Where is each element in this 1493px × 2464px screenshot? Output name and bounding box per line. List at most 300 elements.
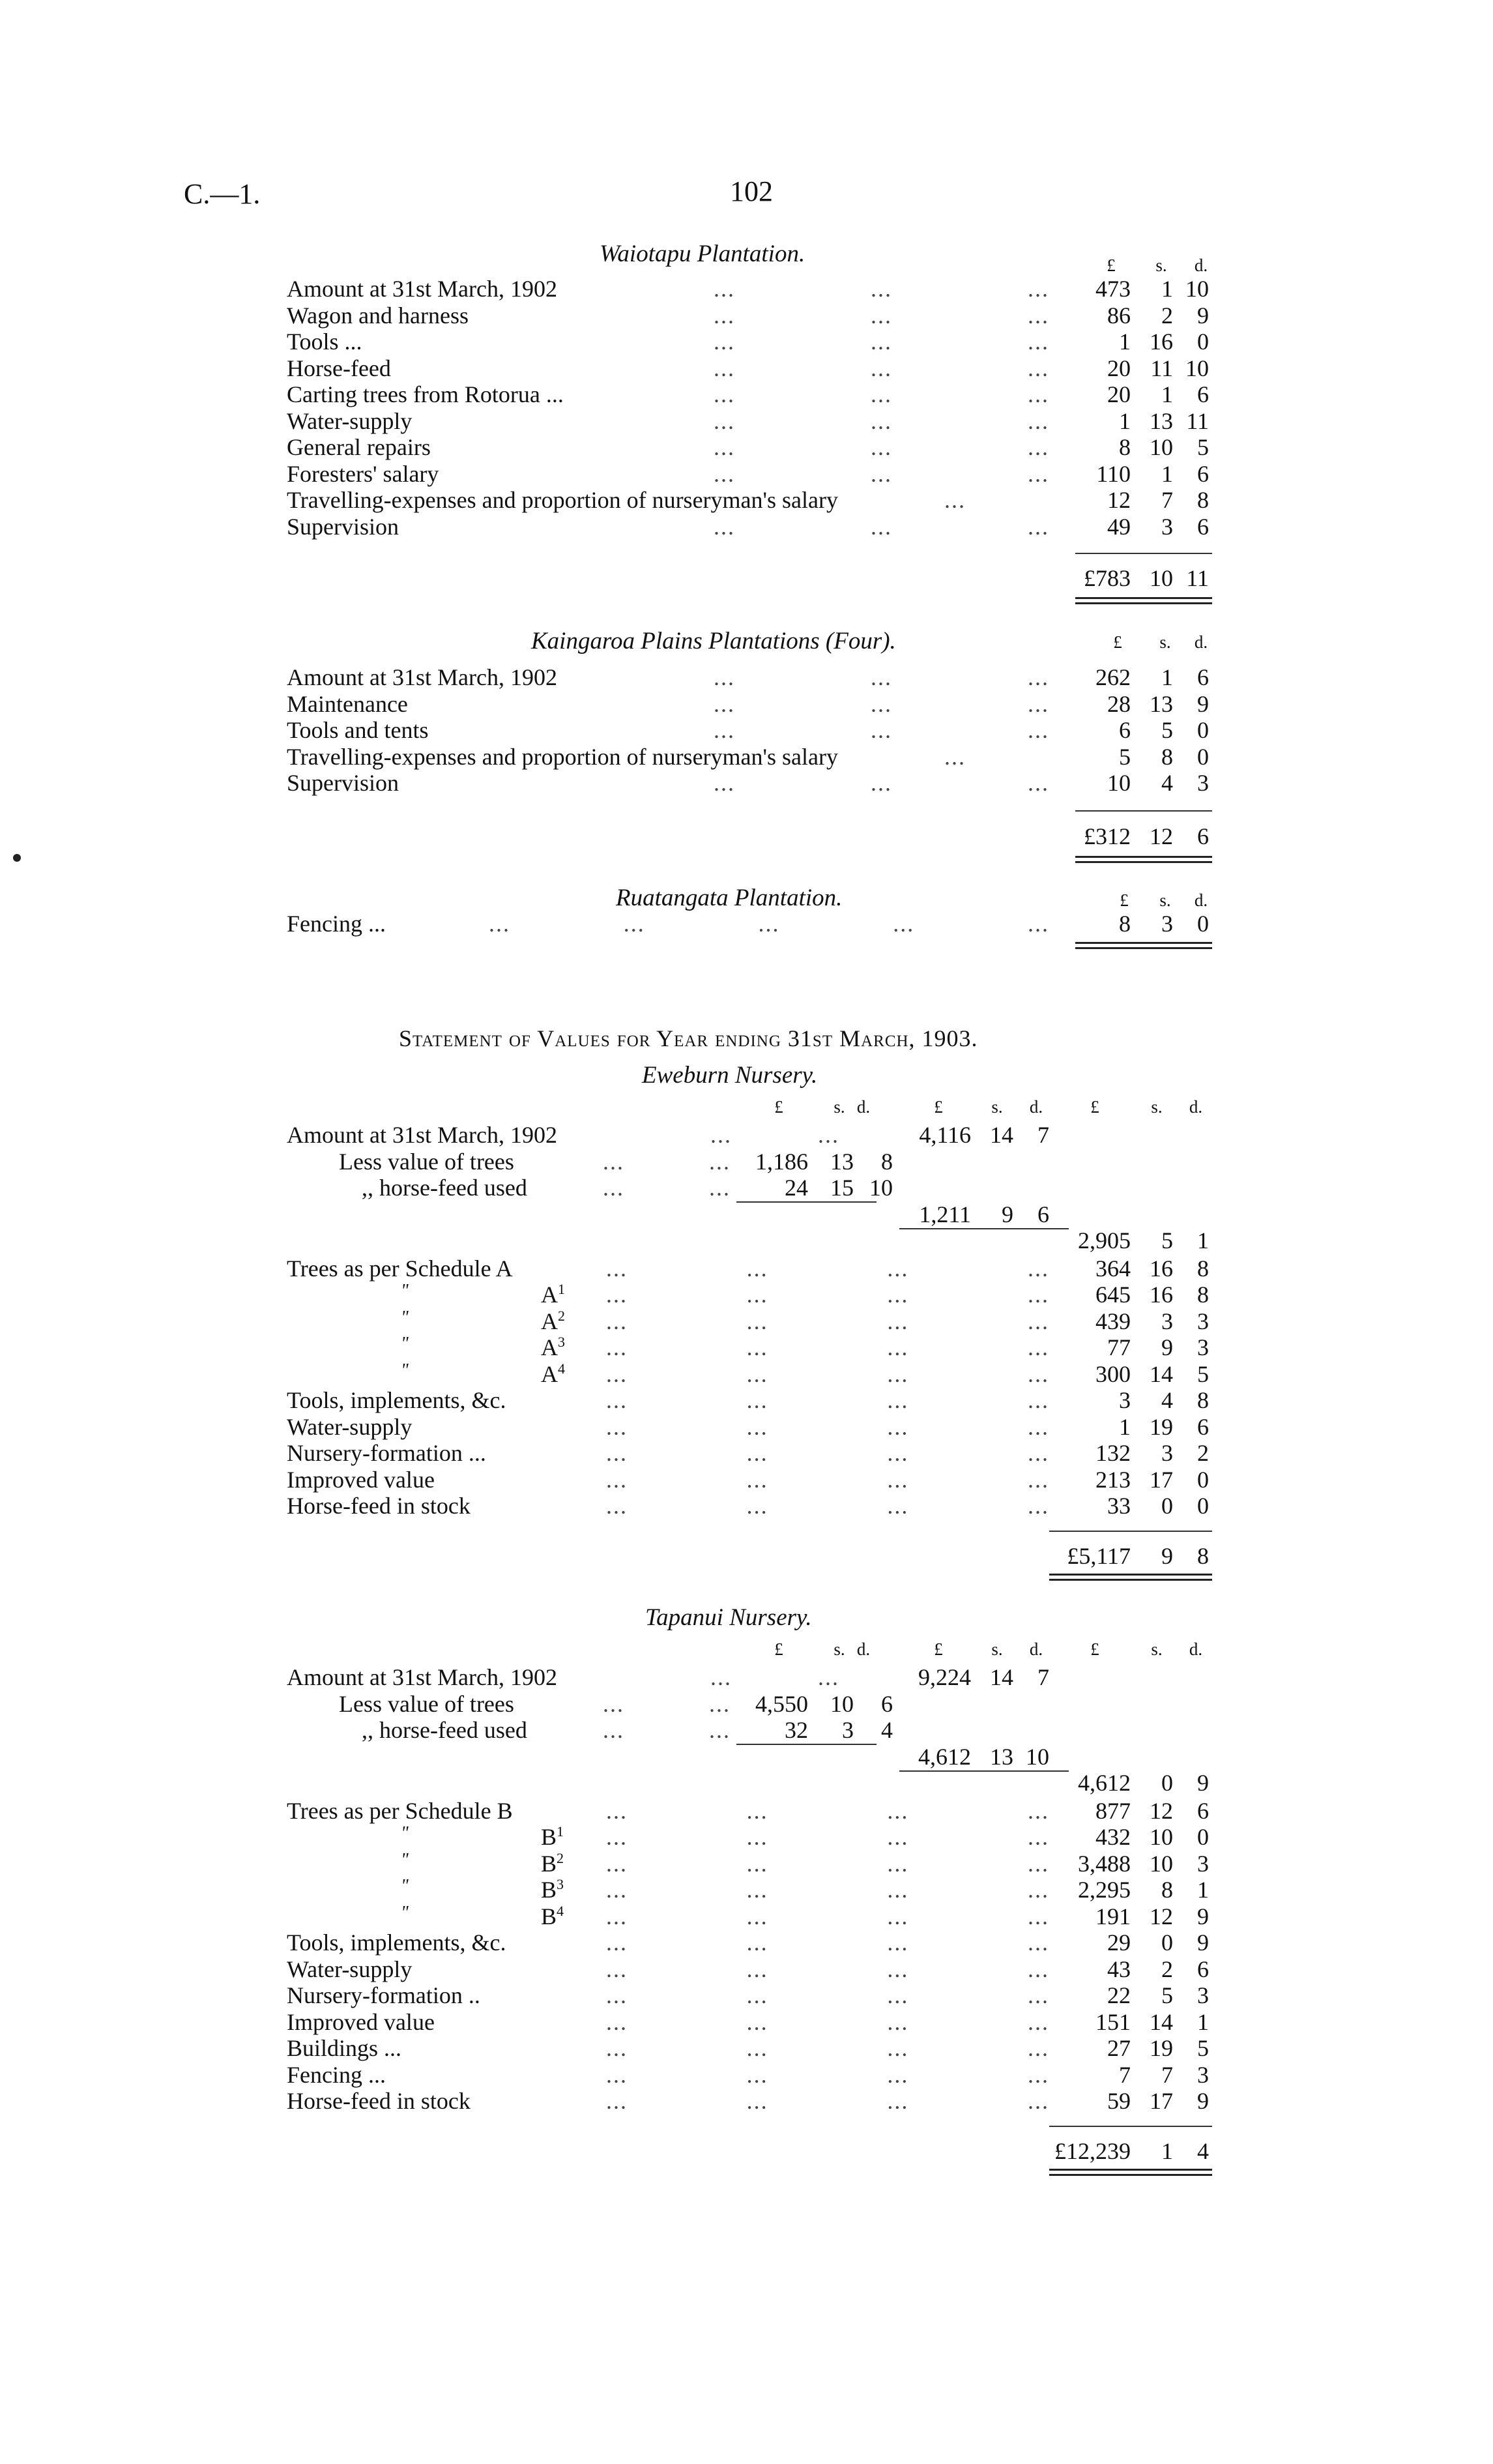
ledger-row-shillings: 5 (1161, 1982, 1173, 2008)
amount-value-shillings: 14 (990, 1122, 1013, 1148)
nursery-total-pounds: £5,117 (1067, 1542, 1131, 1569)
ledger-row-pounds: 6 (1119, 717, 1131, 743)
leader-dots: ... ... ... ... (606, 1903, 1049, 1929)
subtotal-rule (1049, 1531, 1212, 1532)
ledger-row-pounds: 473 (1095, 276, 1131, 302)
section-total-shillings: 10 (1150, 565, 1173, 591)
ledger-row-pence: 6 (1197, 664, 1209, 690)
leader-dots: ... ... ... ... (606, 1929, 1049, 1956)
ledger-row-pence: 10 (1185, 276, 1209, 302)
ledger-row-pence: 8 (1197, 1387, 1209, 1413)
ledger-row-shillings: 5 (1161, 717, 1173, 743)
less-feed-value-pence: 4 (881, 1717, 893, 1743)
leader-dots: ... ... ... ... (606, 2088, 1049, 2114)
leader-dots: ... (818, 1122, 839, 1148)
ledger-row-pence: 6 (1197, 460, 1209, 487)
ledger-row-pence: 0 (1197, 743, 1209, 770)
ledger-row-pounds: 1 (1119, 329, 1131, 355)
ledger-row-shillings: 3 (1161, 1440, 1173, 1466)
leader-dots: ... ... ... (714, 302, 1049, 329)
ledger-row-pence: 3 (1197, 1982, 1209, 2008)
nursery-total-shillings: 9 (1161, 1542, 1173, 1569)
leader-dots: ... (818, 1664, 839, 1690)
ledger-row-pence: 9 (1197, 1903, 1209, 1929)
ledger-row-label: Supervision (287, 770, 399, 796)
nursery-total-pounds: £12,239 (1054, 2137, 1131, 2164)
ledger-row-pounds: 2,295 (1078, 1877, 1131, 1903)
ledger-row-pence: 8 (1197, 1282, 1209, 1308)
subtotal-rule (1075, 810, 1212, 812)
ledger-row-shillings: 7 (1161, 2061, 1173, 2088)
section-total-shillings: 12 (1150, 823, 1173, 849)
leader-dots: ... (603, 1690, 624, 1717)
leader-dots: ... ... ... (714, 770, 1049, 796)
ledger-row-label: Carting trees from Rotorua ... (287, 381, 564, 407)
ruatangata-unit: £ (1120, 890, 1129, 910)
ledger-row-label: General repairs (287, 434, 431, 460)
balance-value-shillings: 0 (1161, 1770, 1173, 1796)
subtotal-rule (1075, 553, 1212, 554)
nursery-total-pence: 4 (1197, 2137, 1209, 2164)
ditto-mark: " (401, 1281, 409, 1301)
ledger-row-pounds: 262 (1095, 664, 1131, 690)
total-double-rule (1049, 1574, 1212, 1576)
ledger-row-pence: 9 (1197, 1929, 1209, 1956)
schedule-label: $A^2$ (541, 1307, 565, 1334)
leader-dots: ... ... ... (714, 407, 1049, 434)
ledger-row-pounds: 59 (1107, 2088, 1131, 2114)
ledger-row-shillings: 11 (1150, 355, 1173, 381)
ditto-mark: " (401, 1849, 409, 1870)
ledger-row-label: Horse-feed (287, 355, 391, 381)
ledger-row-shillings: 14 (1150, 2008, 1173, 2035)
section-title: Tapanui Nursery. (645, 1604, 812, 1631)
ledger-row-pounds: 10 (1107, 770, 1131, 796)
schedule-superscript: 2 (557, 1849, 564, 1866)
ditto-mark: " (401, 1902, 409, 1923)
subtotal-value-pounds: 4,612 (918, 1743, 971, 1770)
leader-dots: ... ... ... ... (606, 1308, 1049, 1334)
leader-dots: ... ... ... ... (606, 1282, 1049, 1308)
ledger-row-pounds: 7 (1119, 2061, 1131, 2088)
less-trees-value-shillings: 13 (830, 1148, 854, 1175)
ledger-row-pounds: 8 (1119, 911, 1131, 937)
ledger-row-pence: 9 (1197, 302, 1209, 329)
less-feed-value-pounds: 32 (785, 1717, 808, 1743)
leader-dots: ... ... ... ... (606, 1334, 1049, 1360)
ledger-row-pounds: 22 (1107, 1982, 1131, 2008)
nursery-unit: £ (934, 1639, 943, 1659)
ledger-row-shillings: 12 (1150, 1797, 1173, 1824)
ledger-row-pounds: 1 (1119, 407, 1131, 434)
ledger-row-shillings: 1 (1161, 381, 1173, 407)
schedule-label: $A^4$ (541, 1360, 565, 1387)
ledger-row-shillings: 2 (1161, 302, 1173, 329)
less-trees-value-shillings: 10 (830, 1690, 854, 1717)
leader-dots: ... ... ... ... (606, 1440, 1049, 1466)
ledger-row-pence: 3 (1197, 770, 1209, 796)
ledger-row-label: Water-supply (287, 1956, 413, 1982)
leader-dots: ... ... ... ... (606, 2008, 1049, 2035)
total-double-rule (1075, 861, 1212, 863)
ledger-row-pence: 6 (1197, 1797, 1209, 1824)
less-feed-value-pounds: 24 (785, 1175, 808, 1201)
section-total-pence: 11 (1186, 565, 1209, 591)
ledger-row-pounds: 5 (1119, 743, 1131, 770)
leader-dots: ... ... ... ... (606, 1956, 1049, 1982)
ledger-row-pounds: 49 (1107, 513, 1131, 540)
leader-dots: ... ... ... (714, 690, 1049, 717)
amount-value-pence: 7 (1037, 1122, 1049, 1148)
ledger-row-label: Tools ... (287, 329, 362, 355)
ledger-row-label: Horse-feed in stock (287, 1493, 471, 1519)
ledger-row-shillings: 9 (1161, 1334, 1173, 1360)
schedule-label: $B^1$ (541, 1823, 564, 1850)
ruatangata-unit: s. (1159, 890, 1171, 910)
ledger-row-label: Travelling-expenses and proportion of nurseryman's salary (287, 487, 838, 513)
nursery-unit: d. (856, 1639, 871, 1659)
leader-dots: ... ... ... (714, 664, 1049, 690)
kaingaroa-unit: s. (1159, 632, 1171, 652)
less-feed-value-pence: 10 (869, 1175, 893, 1201)
schedule-superscript: 4 (558, 1360, 565, 1377)
ledger-row-pounds: 151 (1095, 2008, 1131, 2035)
leader-dots: ... (709, 1148, 731, 1175)
ledger-row-shillings: 3 (1161, 513, 1173, 540)
leader-dots: ... (603, 1175, 624, 1201)
leader-dots: ... ... ... ... (606, 1387, 1049, 1413)
ledger-row-label: Trees as per Schedule A (287, 1255, 513, 1282)
ledger-row-shillings: 16 (1150, 1255, 1173, 1282)
less-trees-label: Less value of trees (339, 1690, 514, 1717)
total-double-rule (1049, 2174, 1212, 2176)
nursery-unit: d. (1029, 1639, 1043, 1659)
less-trees-value-pounds: 4,550 (755, 1690, 808, 1717)
leader-dots: ... ... ... (714, 329, 1049, 355)
ledger-row-label: Amount at 31st March, 1902 (287, 276, 557, 302)
leader-dots: ... (603, 1717, 624, 1743)
nursery-unit: £ (934, 1097, 943, 1117)
section-title: Eweburn Nursery. (642, 1062, 818, 1089)
ledger-row-pence: 3 (1197, 1308, 1209, 1334)
waiotapu-unit: d. (1194, 256, 1208, 275)
kaingaroa-unit: £ (1113, 632, 1122, 652)
ledger-row-pounds: 300 (1095, 1360, 1131, 1387)
leader-dots: ... ... ... ... ... (489, 911, 1049, 937)
leader-dots: ... ... ... ... (606, 1797, 1049, 1824)
total-double-rule (1075, 947, 1212, 949)
ledger-row-label: Foresters' salary (287, 460, 439, 487)
total-double-rule (1049, 2169, 1212, 2171)
nursery-unit: d. (1029, 1097, 1043, 1117)
ditto-mark: " (401, 1876, 409, 1896)
waiotapu-unit: s. (1155, 256, 1167, 275)
kaingaroa-unit: d. (1194, 632, 1208, 652)
leader-dots: ... ... ... ... (606, 1850, 1049, 1877)
ledger-row-shillings: 0 (1161, 1493, 1173, 1519)
total-double-rule (1075, 602, 1212, 604)
subtotal-value-pounds: 1,211 (919, 1201, 971, 1227)
ledger-row-label: Tools, implements, &c. (287, 1929, 506, 1956)
ledger-row-shillings: 7 (1161, 487, 1173, 513)
leader-dots: ... (709, 1175, 731, 1201)
amount-value-shillings: 14 (990, 1664, 1013, 1690)
ledger-row-pence: 3 (1197, 1850, 1209, 1877)
ledger-row-pence: 0 (1197, 717, 1209, 743)
ledger-row-label: Supervision (287, 513, 399, 540)
ledger-row-pence: 1 (1197, 2008, 1209, 2035)
leader-dots: ... ... ... ... (606, 1877, 1049, 1903)
ledger-row-label: Nursery-formation ... (287, 1440, 486, 1466)
balance-value-shillings: 5 (1161, 1227, 1173, 1254)
total-double-rule (1075, 597, 1212, 599)
leader-dots: ... ... ... (714, 276, 1049, 302)
ledger-row-shillings: 0 (1161, 1929, 1173, 1956)
ledger-row-label: Travelling-expenses and proportion of nurseryman's salary (287, 743, 838, 770)
leader-dots: ... ... ... ... (606, 1413, 1049, 1440)
ledger-row-shillings: 4 (1161, 770, 1173, 796)
ledger-row-label: Fencing ... (287, 2061, 386, 2088)
ditto-mark: " (401, 1334, 409, 1354)
leader-dots: ... ... ... ... (606, 1824, 1049, 1850)
nursery-unit: d. (1189, 1639, 1203, 1659)
schedule-superscript: 1 (558, 1281, 565, 1297)
nursery-total-pence: 8 (1197, 1542, 1209, 1569)
leader-dots: ... (710, 1122, 732, 1148)
schedule-label: $B^3$ (541, 1876, 564, 1903)
section-title: Kaingaroa Plains Plantations (Four). (531, 628, 896, 654)
leader-dots: ... ... ... ... (606, 1466, 1049, 1493)
nursery-unit: s. (991, 1639, 1003, 1659)
ledger-row-pounds: 191 (1095, 1903, 1131, 1929)
ledger-row-pounds: 33 (1107, 1493, 1131, 1519)
leader-dots: ... ... ... (714, 717, 1049, 743)
less-trees-label: Less value of trees (339, 1148, 514, 1175)
nursery-unit: £ (1090, 1639, 1099, 1659)
total-double-rule (1075, 942, 1212, 944)
subtotal-value-shillings: 9 (1002, 1201, 1013, 1227)
schedule-superscript: 3 (557, 1876, 564, 1892)
balance-value-pounds: 2,905 (1078, 1227, 1131, 1254)
ledger-row-pounds: 645 (1095, 1282, 1131, 1308)
leader-dots: ... (944, 743, 966, 770)
ledger-row-pence: 6 (1197, 1956, 1209, 1982)
ledger-row-pounds: 86 (1107, 302, 1131, 329)
schedule-superscript: 1 (557, 1823, 564, 1840)
ledger-row-shillings: 19 (1150, 1413, 1173, 1440)
ledger-row-shillings: 3 (1161, 1308, 1173, 1334)
nursery-unit: £ (774, 1639, 783, 1659)
leader-dots: ... ... ... ... (606, 1982, 1049, 2008)
schedule-label: $A^1$ (541, 1281, 565, 1308)
ledger-row-label: Tools, implements, &c. (287, 1387, 506, 1413)
leader-dots: ... ... ... ... (606, 2035, 1049, 2061)
ledger-row-shillings: 16 (1150, 329, 1173, 355)
leader-dots: ... ... ... (714, 460, 1049, 487)
ledger-row-shillings: 13 (1150, 407, 1173, 434)
ledger-row-pounds: 439 (1095, 1308, 1131, 1334)
leader-dots: ... ... ... ... (606, 1255, 1049, 1282)
leader-dots: ... ... ... (714, 434, 1049, 460)
ledger-row-shillings: 10 (1150, 1850, 1173, 1877)
ledger-row-shillings: 17 (1150, 1466, 1173, 1493)
report-reference: C.—1. (184, 178, 261, 210)
leader-dots: ... ... ... (714, 355, 1049, 381)
ledger-row-pence: 8 (1197, 1255, 1209, 1282)
ledger-row-pence: 5 (1197, 1360, 1209, 1387)
leader-dots: ... (710, 1664, 732, 1690)
ledger-row-pounds: 28 (1107, 690, 1131, 717)
ledger-row-pence: 5 (1197, 434, 1209, 460)
ledger-row-pence: 3 (1197, 2061, 1209, 2088)
ledger-row-label: Tools and tents (287, 717, 429, 743)
less-trees-value-pence: 6 (881, 1690, 893, 1717)
ledger-row-pounds: 432 (1095, 1824, 1131, 1850)
waiotapu-unit: £ (1107, 256, 1116, 275)
section-title: Waiotapu Plantation. (600, 241, 805, 267)
ditto-mark: " (401, 1360, 409, 1381)
ledger-row-shillings: 13 (1150, 690, 1173, 717)
ledger-row-shillings: 8 (1161, 743, 1173, 770)
ledger-row-shillings: 14 (1150, 1360, 1173, 1387)
ledger-row-pence: 6 (1197, 1413, 1209, 1440)
ledger-row-pounds: 213 (1095, 1466, 1131, 1493)
leader-dots: ... (944, 487, 966, 513)
schedule-label: $B^4$ (541, 1902, 564, 1929)
less-feed-value-shillings: 3 (842, 1717, 854, 1743)
amount-value-pounds: 9,224 (918, 1664, 971, 1690)
ledger-row-pence: 6 (1197, 381, 1209, 407)
ledger-row-shillings: 10 (1150, 434, 1173, 460)
subtotal-value-pence: 6 (1037, 1201, 1049, 1227)
ledger-row-shillings: 17 (1150, 2088, 1173, 2114)
nursery-unit: s. (991, 1097, 1003, 1117)
nursery-total-shillings: 1 (1161, 2137, 1173, 2164)
ledger-row-shillings: 1 (1161, 664, 1173, 690)
ledger-row-label: Amount at 31st March, 1902 (287, 664, 557, 690)
ledger-row-label: Buildings ... (287, 2035, 402, 2061)
ledger-row-pounds: 364 (1095, 1255, 1131, 1282)
nursery-unit: d. (856, 1097, 871, 1117)
ledger-row-shillings: 16 (1150, 1282, 1173, 1308)
amount-value-pounds: 4,116 (919, 1122, 971, 1148)
total-double-rule (1049, 1579, 1212, 1581)
ruatangata-unit: d. (1194, 890, 1208, 910)
ledger-row-pounds: 132 (1095, 1440, 1131, 1466)
ledger-row-pounds: 20 (1107, 355, 1131, 381)
ledger-row-shillings: 19 (1150, 2035, 1173, 2061)
amount-label: Amount at 31st March, 1902 (287, 1664, 557, 1690)
schedule-superscript: 4 (557, 1902, 564, 1919)
ledger-row-pence: 0 (1197, 1466, 1209, 1493)
ledger-row-label: Trees as per Schedule B (287, 1797, 513, 1824)
ledger-row-shillings: 10 (1150, 1824, 1173, 1850)
nursery-unit: s. (833, 1097, 845, 1117)
balance-value-pence: 1 (1197, 1227, 1209, 1254)
schedule-label: $A^3$ (541, 1334, 565, 1360)
ledger-row-pence: 9 (1197, 690, 1209, 717)
ledger-row-label: Improved value (287, 1466, 435, 1493)
total-double-rule (1075, 856, 1212, 858)
less-trees-value-pounds: 1,186 (755, 1148, 808, 1175)
ledger-row-pounds: 77 (1107, 1334, 1131, 1360)
ledger-row-label: Water-supply (287, 407, 413, 434)
section-title: Ruatangata Plantation. (616, 885, 843, 911)
ledger-row-label: Maintenance (287, 690, 408, 717)
ditto-mark: " (401, 1307, 409, 1328)
ledger-row-pounds: 29 (1107, 1929, 1131, 1956)
subtotal-value-shillings: 13 (990, 1743, 1013, 1770)
ledger-row-shillings: 12 (1150, 1903, 1173, 1929)
less-feed-label: ,, horse-feed used (362, 1717, 527, 1743)
leader-dots: ... ... ... ... (606, 1360, 1049, 1387)
nursery-unit: s. (833, 1639, 845, 1659)
ledger-row-label: Horse-feed in stock (287, 2088, 471, 2114)
schedule-superscript: 3 (558, 1334, 565, 1350)
leader-dots: ... ... ... (714, 381, 1049, 407)
ledger-row-shillings: 8 (1161, 1877, 1173, 1903)
ledger-row-pounds: 3,488 (1078, 1850, 1131, 1877)
ledger-row-pence: 10 (1185, 355, 1209, 381)
amount-value-pence: 7 (1037, 1664, 1049, 1690)
ledger-row-pounds: 1 (1119, 1413, 1131, 1440)
amount-label: Amount at 31st March, 1902 (287, 1122, 557, 1148)
balance-value-pounds: 4,612 (1078, 1770, 1131, 1796)
margin-dot (13, 854, 21, 862)
ledger-row-label: Water-supply (287, 1413, 413, 1440)
ledger-row-pence: 0 (1197, 911, 1209, 937)
ledger-row-pence: 8 (1197, 487, 1209, 513)
ledger-row-pounds: 20 (1107, 381, 1131, 407)
subtotal-rule (1049, 2126, 1212, 2127)
subtotal-value-pence: 10 (1026, 1743, 1049, 1770)
ledger-row-pounds: 43 (1107, 1956, 1131, 1982)
less-feed-value-shillings: 15 (830, 1175, 854, 1201)
section-total-pence: 6 (1197, 823, 1209, 849)
balance-value-pence: 9 (1197, 1770, 1209, 1796)
schedule-label: $B^2$ (541, 1849, 564, 1877)
ledger-row-pence: 1 (1197, 1877, 1209, 1903)
ledger-row-pence: 0 (1197, 1493, 1209, 1519)
ledger-row-label: Nursery-formation .. (287, 1982, 480, 2008)
ledger-row-label: Wagon and harness (287, 302, 469, 329)
ledger-row-pounds: 8 (1119, 434, 1131, 460)
ledger-row-shillings: 4 (1161, 1387, 1173, 1413)
ledger-row-pence: 0 (1197, 1824, 1209, 1850)
ledger-row-pence: 5 (1197, 2035, 1209, 2061)
ledger-row-pence: 2 (1197, 1440, 1209, 1466)
ledger-row-pence: 9 (1197, 2088, 1209, 2114)
leader-dots: ... ... ... ... (606, 1493, 1049, 1519)
leader-dots: ... (603, 1148, 624, 1175)
nursery-unit: £ (1090, 1097, 1099, 1117)
page-number: 102 (730, 175, 773, 207)
ledger-row-pence: 11 (1186, 407, 1209, 434)
leader-dots: ... (709, 1717, 731, 1743)
ledger-row-pounds: 877 (1095, 1797, 1131, 1824)
ledger-row-label: Fencing ... (287, 911, 386, 937)
less-feed-label: ,, horse-feed used (362, 1175, 527, 1201)
ledger-row-shillings: 3 (1161, 911, 1173, 937)
ditto-mark: " (401, 1823, 409, 1843)
schedule-superscript: 2 (558, 1307, 565, 1324)
statement-heading: Statement of Values for Year ending 31st March, 1903. (399, 1025, 978, 1051)
ledger-row-pounds: 27 (1107, 2035, 1131, 2061)
leader-dots: ... ... ... ... (606, 2061, 1049, 2088)
ledger-row-pounds: 110 (1096, 460, 1131, 487)
ledger-row-pence: 0 (1197, 329, 1209, 355)
leader-dots: ... (709, 1690, 731, 1717)
